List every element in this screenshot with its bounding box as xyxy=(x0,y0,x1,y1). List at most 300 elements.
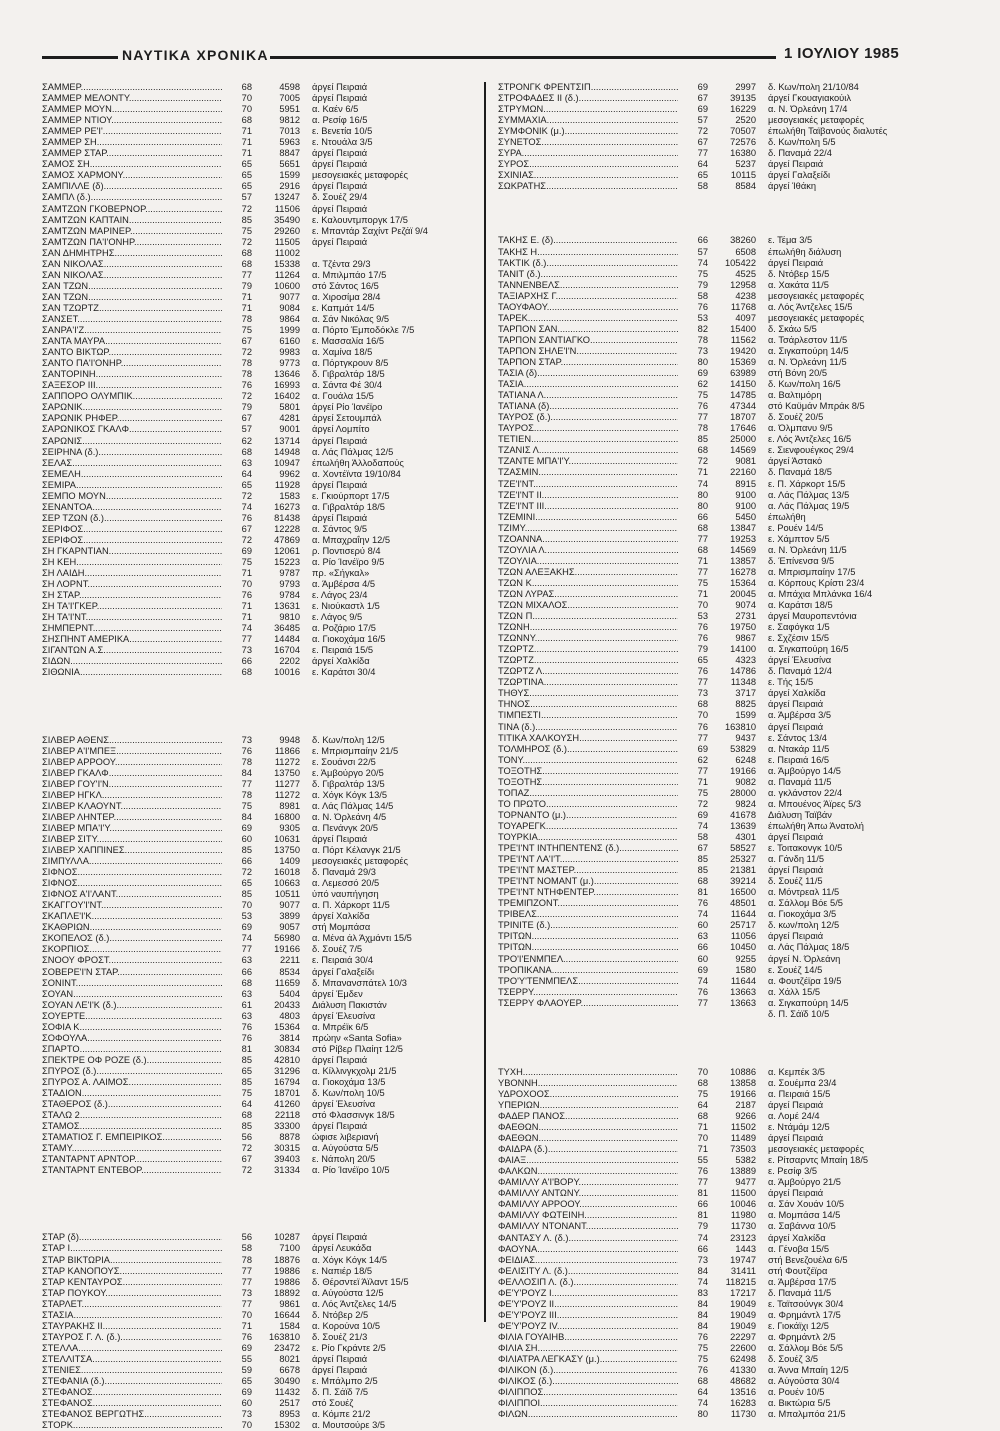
ship-entry xyxy=(498,313,958,324)
build-year: 80 xyxy=(697,489,708,500)
tonnage: 13889 xyxy=(730,1166,756,1177)
build-year: 65 xyxy=(241,170,252,181)
ship-entry xyxy=(498,346,958,357)
ship-name: ΣΕΙΡΗΝΑ (δ.) ..... xyxy=(42,447,222,458)
ship-status: ε. Νάπολη 20/5 xyxy=(312,1154,376,1165)
ship-status xyxy=(300,248,482,259)
ship-entry xyxy=(498,1144,958,1155)
ship-status: α. Αύγούστα 5/5 xyxy=(312,1143,379,1154)
ship-name: ΤΡΕ'Ι'ΝΤ ΙΝΤΗΠΕΝΤΕΝΣ (δ.) ..... xyxy=(498,843,678,854)
ship-status: άργεί Πειραιά xyxy=(768,159,824,170)
build-year: 85 xyxy=(697,854,708,865)
ship-name: ΤΟΥΑΡΕΓΚ ..... xyxy=(498,821,678,832)
build-year: 72 xyxy=(241,490,252,501)
ship-status: δ. Παναμά 11/5 xyxy=(768,1287,832,1298)
build-year: 74 xyxy=(697,1276,708,1287)
ship-status: δ. Παναμά 18/5 xyxy=(768,467,832,478)
ship-name: ΣΑΝΤΑ ΜΑΥΡΑ ..... xyxy=(42,336,222,347)
build-year: 60 xyxy=(697,953,708,964)
build-year: 66 xyxy=(697,942,708,953)
ship-entry xyxy=(498,1078,958,1089)
ship-name: ΤΖΩΡΤΖ Λ. ..... xyxy=(498,666,678,677)
ship-entry xyxy=(42,369,482,380)
ship-name: ΤΑΤΙΑΝΑ (δ) ..... xyxy=(498,401,678,412)
tonnage: 9864 xyxy=(279,313,300,324)
ship-status: ε. Τέμα 3/5 xyxy=(768,235,813,246)
ship-entry xyxy=(498,170,958,181)
ship-entry xyxy=(498,843,958,854)
block-gap xyxy=(42,1176,482,1232)
ship-entry xyxy=(498,976,958,987)
ship-status: άργεί Γαλαξείδι xyxy=(768,170,831,181)
build-year: 66 xyxy=(241,656,252,667)
build-year: 78 xyxy=(241,313,252,324)
ship-name: ΤΡΟΠΙΚΑΝΑ ..... xyxy=(498,965,678,976)
ship-status: άργεί Λομπίτο xyxy=(312,424,370,435)
ship-entry xyxy=(498,799,958,810)
ship-entry xyxy=(498,622,958,633)
ship-name: ΣΙΛΒΕΡ ΑΡΡΟΟΥ ..... xyxy=(42,757,222,768)
tonnage: 9787 xyxy=(279,568,300,579)
tonnage: 15223 xyxy=(274,557,300,568)
ship-status: δ. Κων/πολη 10/5 xyxy=(312,1088,385,1099)
ship-status: α. Μπουένος Άϊρες 5/3 xyxy=(768,798,862,809)
tonnage: 13247 xyxy=(274,192,300,203)
build-year: 57 xyxy=(241,192,252,203)
block-gap xyxy=(42,679,482,735)
ship-status: ε. Σάντος 13/4 xyxy=(768,732,827,743)
ship-status: α. Σάλλομ Βόε 5/5 xyxy=(768,898,843,909)
ship-entry xyxy=(42,1354,482,1365)
ship-name: ΣΕΡ ΤΖΩΝ (δ.) ..... xyxy=(42,513,222,524)
ship-status: ε. Χάμπτον 5/5 xyxy=(768,533,830,544)
tonnage: 8534 xyxy=(279,966,300,977)
build-year: 70 xyxy=(697,1133,708,1144)
ship-name: ΣΤΡΥΜΩΝ ..... xyxy=(498,104,678,115)
build-year: 76 xyxy=(697,666,708,677)
ship-name: ΤΖΩΝΝΥ ..... xyxy=(498,633,678,644)
tonnage: 10046 xyxy=(730,1199,756,1210)
ship-entry xyxy=(498,556,958,567)
tonnage: 163810 xyxy=(268,1331,300,1342)
tonnage: 47869 xyxy=(274,534,300,545)
build-year: 72 xyxy=(241,1143,252,1154)
ship-entry xyxy=(42,358,482,369)
ship-entry xyxy=(42,757,482,768)
ship-status: στό Καϋμάν Μπράκ 8/5 xyxy=(768,401,865,412)
tonnage: 11272 xyxy=(274,756,300,767)
tonnage: 6160 xyxy=(279,336,300,347)
tonnage: 8915 xyxy=(735,478,756,489)
ship-entry xyxy=(42,944,482,955)
ship-status: α. Ν. Όρλεάνη 4/5 xyxy=(312,811,387,822)
build-year: 64 xyxy=(697,159,708,170)
tonnage: 47344 xyxy=(730,401,756,412)
ship-status: α. Μπαλμπόα 21/5 xyxy=(768,1409,846,1420)
ship-name: ΣΑΜΤΖΩΝ ΓΚΟΒΕΡΝΟΡ ..... xyxy=(42,204,222,215)
ship-status: α. Ν. Όρλεάνη 17/4 xyxy=(768,104,848,115)
ship-name: ΣΑΡΩΝΙΣ ..... xyxy=(42,436,222,447)
ship-name: ΤΙΤΙΚΑ ΧΑΛΚΟΥΣΗ ..... xyxy=(498,733,678,744)
ship-name: ΤΑΣΙΑ ..... xyxy=(498,379,678,390)
ship-status: α. Μπρισμπαίην 17/5 xyxy=(768,566,856,577)
ship-status: ε. Σιενφουέγκος 29/4 xyxy=(768,445,854,456)
ship-entry xyxy=(498,744,958,755)
ship-status: α. Ρεσίφ 16/5 xyxy=(312,115,368,126)
ship-status: α. Γιοκοχάμα 13/5 xyxy=(312,1076,386,1087)
ship-entry xyxy=(42,480,482,491)
ship-status: α. Ρίο Ίανέϊρο 9/5 xyxy=(312,557,385,568)
ship-name: ΤΑΡΠΟΝ ΣΗΛΕ'Ι'Ν ..... xyxy=(498,346,678,357)
ship-entry xyxy=(42,812,482,823)
build-year: 71 xyxy=(697,776,708,787)
ship-name: ΦΑΙΑΞ ..... xyxy=(498,1155,678,1166)
build-year: 82 xyxy=(697,323,708,334)
build-year: 69 xyxy=(241,822,252,833)
build-year: 69 xyxy=(241,545,252,556)
build-year: 61 xyxy=(241,999,252,1010)
tonnage: 14569 xyxy=(730,445,756,456)
ship-status: α. Άμβούργο 21/5 xyxy=(768,1177,841,1188)
ship-entry xyxy=(42,1088,482,1099)
ship-name: ΣΑΜΜΕΡ ..... xyxy=(42,82,222,93)
ship-entry xyxy=(498,578,958,589)
ship-entry xyxy=(42,192,482,203)
ship-entry xyxy=(498,1321,958,1332)
tonnage: 11489 xyxy=(730,1133,756,1144)
ship-name: ΣΑΜΜΕΡ ΝΤΙΟΥ ..... xyxy=(42,115,222,126)
ship-entry xyxy=(498,479,958,490)
ship-name: ΣΚΑΓΓΟΥ'Ι'ΝΤ ..... xyxy=(42,900,222,911)
ship-entry xyxy=(42,834,482,845)
ship-status: α. Μπιλμπάο 17/5 xyxy=(312,269,387,280)
ship-status: α. Σαβάννα 10/5 xyxy=(768,1221,836,1232)
build-year: 79 xyxy=(697,1221,708,1232)
build-year: 62 xyxy=(697,379,708,390)
ship-status: ε. Ρεσίφ 3/5 xyxy=(768,1166,817,1177)
tonnage: 11272 xyxy=(274,789,300,800)
ship-list-block xyxy=(42,735,482,1177)
ship-name: ΣΠΑΡΤΟ ..... xyxy=(42,1044,222,1055)
build-year: 79 xyxy=(241,280,252,291)
ship-entry xyxy=(498,1188,958,1199)
ship-entry xyxy=(498,1409,958,1420)
ship-status: άργεί Πειραιά xyxy=(312,1353,368,1364)
ship-status: α. Λάς Πάλμας 13/5 xyxy=(768,489,850,500)
ship-name: ΦΑΙΔΡΑ (δ.) ..... xyxy=(498,1144,678,1155)
ship-name: ΣΙΛΒΕΡ ΗΓΚΛ ..... xyxy=(42,790,222,801)
ship-entry xyxy=(42,458,482,469)
ship-status: ε. Σουέζ 14/5 xyxy=(768,964,823,975)
build-year: 73 xyxy=(241,1287,252,1298)
ship-status: α. Χόγκ Κόγκ 14/5 xyxy=(312,1254,388,1265)
ship-entry xyxy=(42,259,482,270)
ship-entry xyxy=(498,235,958,246)
ship-name: ΣΤΑΡ Ι ..... xyxy=(42,1243,222,1254)
ship-status: άργεί Έμδεν xyxy=(312,988,363,999)
ship-status: α. Σάντος 9/5 xyxy=(312,523,368,534)
ship-entry xyxy=(498,998,958,1009)
ship-entry xyxy=(498,677,958,688)
ship-name: ΤΡΕΜΙΠΖΟΝΤ ..... xyxy=(498,898,678,909)
tonnage: 23472 xyxy=(274,1342,300,1353)
ship-status: δ. Γιβραλτάρ 13/5 xyxy=(312,778,385,789)
ship-status: α. Σιγκαπούρη 16/5 xyxy=(768,644,849,655)
ship-entry xyxy=(42,1376,482,1387)
build-year: 84 xyxy=(697,1320,708,1331)
ship-entry xyxy=(498,1288,958,1299)
ship-entry xyxy=(42,502,482,513)
ship-status: άργεί Ίθάκη xyxy=(768,181,817,192)
tonnage: 19166 xyxy=(730,765,756,776)
ship-entry xyxy=(42,126,482,137)
ship-status: άργεί Ρίο Ίανέϊρο xyxy=(312,402,383,413)
ship-name: ΣΥΝΕΤΟΣ ..... xyxy=(498,137,678,148)
tonnage: 19253 xyxy=(730,533,756,544)
tonnage: 10016 xyxy=(274,667,300,678)
ship-status: α. Πόρτγκρουν 8/5 xyxy=(312,358,389,369)
tonnage: 11562 xyxy=(730,334,756,345)
build-year: 71 xyxy=(697,1144,708,1155)
build-year: 77 xyxy=(241,944,252,955)
ship-status: άργεί Πειραιά xyxy=(768,931,824,942)
ship-entry xyxy=(42,347,482,358)
ship-status: μεσογειακές μεταφορές xyxy=(312,856,409,867)
ship-name: ΣΙΘΩΝΙΑ ..... xyxy=(42,667,222,678)
build-year: 68 xyxy=(697,699,708,710)
ship-name: ΦΕ'Υ'ΡΟΥΖ ΙΙ ..... xyxy=(498,1299,678,1310)
ship-name: ΦΙΛΙΑ ΓΟΥΑΙΗΒ ..... xyxy=(498,1332,678,1343)
build-year: 71 xyxy=(241,302,252,313)
ship-entry xyxy=(498,788,958,799)
build-year: 66 xyxy=(241,966,252,977)
ship-entry xyxy=(498,291,958,302)
tonnage: 25717 xyxy=(730,920,756,931)
ship-name: ΣΤΑΝΤΑΡΝΤ ΑΡΝΤΟΡ ..... xyxy=(42,1154,222,1165)
ship-entry xyxy=(42,148,482,159)
ship-name: ΣΧΙΝΙΑΣ ..... xyxy=(498,170,678,181)
ship-entry xyxy=(42,491,482,502)
build-year: 76 xyxy=(697,401,708,412)
ship-entry xyxy=(498,1122,958,1133)
ship-entry xyxy=(42,667,482,678)
ship-entry xyxy=(498,1177,958,1188)
tonnage: 4238 xyxy=(735,290,756,301)
tonnage: 12228 xyxy=(274,523,300,534)
ship-name: ΣΠΕΚΤΡΕ ΟΦ ΡΟΖΕ (δ.) ..... xyxy=(42,1055,222,1066)
build-year: 70 xyxy=(241,1420,252,1431)
tonnage: 22118 xyxy=(274,1110,300,1121)
build-year: 70 xyxy=(697,1066,708,1077)
ship-status: άργεί Πειραιά xyxy=(768,699,824,710)
ship-name: ΤΑΟΥΦΑΟΥ ..... xyxy=(498,302,678,313)
tonnage: 9266 xyxy=(735,1110,756,1121)
tonnage: 10663 xyxy=(274,878,300,889)
ship-status: άργεί Πειραιά xyxy=(312,236,368,247)
ship-status: άργεί Πειραιά xyxy=(312,1121,368,1132)
ship-entry xyxy=(42,215,482,226)
ship-name: ΣΤΑΣΙΑ ..... xyxy=(42,1310,222,1321)
ship-entry xyxy=(42,248,482,259)
tonnage: 41330 xyxy=(730,1365,756,1376)
ship-status: δ. Σουέζ 21/3 xyxy=(312,1331,368,1342)
ship-name: ΣΟΝΙΝΤ ..... xyxy=(42,978,222,989)
ship-entry xyxy=(42,1077,482,1088)
ship-status: άργεί Πειραιά xyxy=(312,833,368,844)
ship-name: ΣΤΑΡ ΚΕΝΤΑΥΡΟΣ ..... xyxy=(42,1277,222,1288)
tonnage: 3899 xyxy=(279,911,300,922)
ship-status: α. Ν. Όρλεάνη 11/5 xyxy=(768,356,847,367)
build-year: 60 xyxy=(697,920,708,931)
ship-status: α. Κόρπους Κρίστι 23/4 xyxy=(768,577,865,588)
ship-name: ΣΙΛΒΕΡ ΓΚΑΛΦ ..... xyxy=(42,768,222,779)
build-year: 65 xyxy=(241,1065,252,1076)
build-year: 76 xyxy=(241,1021,252,1032)
ship-status: δ. Π. Σάϊδ 10/5 xyxy=(768,1008,830,1019)
tonnage: 16993 xyxy=(274,380,300,391)
ship-entry xyxy=(498,710,958,721)
ship-entry xyxy=(498,368,958,379)
ship-entry xyxy=(498,534,958,545)
ship-name: ΣΙΦΝΟΣ Α'Ι'ΛΑΝΤ ..... xyxy=(42,889,222,900)
ship-status: α. Ροζάριο 17/5 xyxy=(312,623,376,634)
ship-entry xyxy=(498,357,958,368)
build-year: 75 xyxy=(697,268,708,279)
ship-name: ΤΖΕΜΙΝΙ ..... xyxy=(498,512,678,523)
ship-entry xyxy=(42,568,482,579)
ship-entry xyxy=(42,1121,482,1132)
ship-name: ΤΟΛΜΗΡΟΣ (δ.) ..... xyxy=(498,744,678,755)
ship-name: ΤΣΕΡΡΥ ..... xyxy=(498,987,678,998)
tonnage: 11644 xyxy=(730,909,756,920)
ship-status: α. Λάς Πάλμας 18/5 xyxy=(768,942,850,953)
ship-status: μεσογειακές μεταφορές xyxy=(768,115,865,126)
ship-name: ΣΙΛΒΕΡ Α'Ι'ΜΠΕΞ ..... xyxy=(42,746,222,757)
ship-status: α. Σάν Νικόλας 9/5 xyxy=(312,313,390,324)
build-year: 77 xyxy=(697,677,708,688)
ship-entry xyxy=(42,1154,482,1165)
ship-status: α. Πόρτο Έμποδόκλε 7/5 xyxy=(312,325,415,336)
build-year: 60 xyxy=(241,833,252,844)
build-year: 78 xyxy=(241,756,252,767)
ship-name: ΣΑΝ ΤΖΩΝ ..... xyxy=(42,292,222,303)
build-year: 80 xyxy=(697,500,708,511)
ship-entry xyxy=(498,766,958,777)
ship-entry xyxy=(42,1000,482,1011)
tonnage: 73503 xyxy=(730,1144,756,1155)
ship-status: α. Φουτζέϊρα 19/5 xyxy=(768,975,842,986)
tonnage: 5237 xyxy=(735,159,756,170)
ship-status: ε. Σουάνσι 22/5 xyxy=(312,756,376,767)
ship-entry xyxy=(498,876,958,887)
ship-name: ΤΣΕΡΡΥ ΦΛΑΟΥΕΡ ..... xyxy=(498,998,678,1009)
ship-entry xyxy=(42,82,482,93)
build-year: 78 xyxy=(697,423,708,434)
tonnage: 42810 xyxy=(274,1054,300,1065)
ship-name: ΣΤΑΜΥ ..... xyxy=(42,1143,222,1154)
tonnage: 70507 xyxy=(730,126,756,137)
ship-entry xyxy=(42,601,482,612)
ship-status: στή Φουτζέϊρα xyxy=(768,1265,828,1276)
ship-entry xyxy=(498,159,958,170)
ship-status: δ. Σουέζ 29/4 xyxy=(312,192,368,203)
ship-entry xyxy=(42,1277,482,1288)
tonnage: 11928 xyxy=(274,479,300,490)
build-year: 55 xyxy=(697,1155,708,1166)
ship-name: ΣΤΑΝΤΑΡΝΤ ΕΝΤΕΒΟΡ ..... xyxy=(42,1165,222,1176)
tonnage: 11506 xyxy=(274,203,300,214)
ship-entry xyxy=(42,1365,482,1376)
ship-status: ε. Άμβούργο 20/5 xyxy=(312,767,384,778)
tonnage: 15400 xyxy=(730,323,756,334)
ship-entry xyxy=(498,490,958,501)
tonnage: 17646 xyxy=(730,423,756,434)
ship-name: ΣΤΑΥΡΟΣ Γ. Λ. (δ.) ..... xyxy=(42,1332,222,1343)
ship-status: α. Φρημάντλ 17/5 xyxy=(768,1309,841,1320)
build-year: 75 xyxy=(697,1342,708,1353)
ship-entry xyxy=(42,1022,482,1033)
ship-name: ΣΗ ΤΑ'Ι'ΓΚΕΡ ..... xyxy=(42,601,222,612)
ship-entry xyxy=(42,1387,482,1398)
tonnage: 8584 xyxy=(735,181,756,192)
tonnage: 14785 xyxy=(730,390,756,401)
build-year: 72 xyxy=(241,867,252,878)
build-year: 75 xyxy=(697,787,708,798)
ship-status: α. Καράτσι 18/5 xyxy=(768,600,833,611)
ship-name: ΣΗ ΚΕΗ ..... xyxy=(42,557,222,568)
ship-name: ΣΑΝ ΔΗΜΗΤΡΗΣ ..... xyxy=(42,248,222,259)
build-year: 63 xyxy=(241,988,252,999)
tonnage: 9437 xyxy=(735,732,756,743)
ship-status: α. Πόρτ Κέλανγκ 21/5 xyxy=(312,845,401,855)
ship-entry xyxy=(42,546,482,557)
ship-name: ΤΑΥΡΟΣ (δ.) ..... xyxy=(498,412,678,423)
build-year: 70 xyxy=(697,710,708,721)
ship-status: στό Σάντος 16/5 xyxy=(312,280,379,291)
build-year: 75 xyxy=(241,325,252,336)
ship-status: ε. Ρίο Γκράντε 2/5 xyxy=(312,1342,386,1353)
ship-name: ΣΗ ΓΚΑΡΝΤΙΑΝ ..... xyxy=(42,546,222,557)
ship-status: α. Χαμίνα 18/5 xyxy=(312,347,373,358)
ship-entry xyxy=(498,1299,958,1310)
ship-status: στή Βόνη 20/5 xyxy=(768,368,828,379)
ship-entry xyxy=(42,967,482,978)
build-year: 70 xyxy=(241,579,252,590)
ship-name: ΣΑΝΣΕΤ ..... xyxy=(42,314,222,325)
build-year: 68 xyxy=(697,445,708,456)
ship-name: ΣΤΕΛΛΙΤΣΑ ..... xyxy=(42,1354,222,1365)
ship-status: α. Λός Άντζελες 15/5 xyxy=(768,301,853,312)
ship-name: ΣΕΜΕΛΗ ..... xyxy=(42,469,222,480)
tonnage: 9077 xyxy=(279,900,300,911)
build-year: 55 xyxy=(241,1353,252,1364)
ship-name: ΦΑΜΙΛΛΥ Α'Ι'ΒΟΡΥ ..... xyxy=(498,1177,678,1188)
tonnage: 4598 xyxy=(279,82,300,92)
build-year: 66 xyxy=(241,856,252,867)
tonnage: 5801 xyxy=(279,402,300,413)
build-year: 84 xyxy=(697,1309,708,1320)
ship-status: α. Άμβέρσα 4/5 xyxy=(312,579,375,590)
ship-status: α. Τσάρλεστον 11/5 xyxy=(768,334,848,345)
tonnage: 10287 xyxy=(274,1232,300,1243)
tonnage: 1443 xyxy=(735,1243,756,1254)
ship-name: ΤΡΙΒΕΛΣ ..... xyxy=(498,909,678,920)
ship-status: άργεί Πειραιά xyxy=(768,1133,824,1144)
ship-status: α. Μπάχια Μπλάνκα 16/4 xyxy=(768,588,873,599)
tonnage: 11348 xyxy=(730,677,756,688)
ship-name: ΤΖΕ'Ι'ΝΤ ΙΙΙ ..... xyxy=(498,501,678,512)
ship-entry xyxy=(42,978,482,989)
